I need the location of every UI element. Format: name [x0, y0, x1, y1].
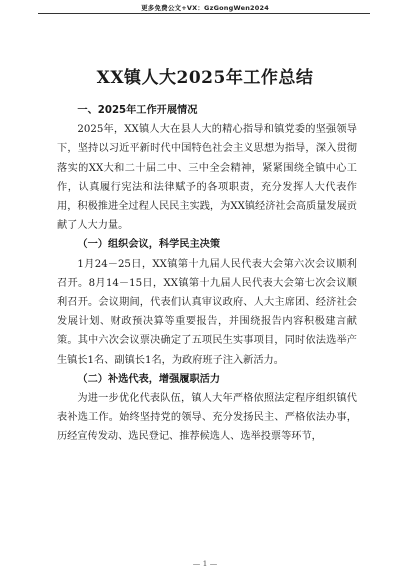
section-heading-1: 一、2025年工作开展情况	[77, 105, 198, 116]
sub-heading-1: （一）组织会议，科学民主决策	[77, 238, 221, 251]
header-banner: 更多免费公文+VX：GzGongWen2024	[141, 4, 269, 12]
sub2-paragraph: 为进一步优化代表队伍，镇人大年严格依照法定程序组织镇代表补选工作。始终坚持党的领导、充分发扬民主、严格依法办事，历经宣传发动、选民登记、推荐候选人、选举投票等环节，	[57, 393, 357, 443]
sub-heading-2: （二）补选代表，增强履职活力	[77, 372, 221, 385]
header-strip	[0, 0, 410, 14]
sub1-paragraph: 1月24－25日，XX镇第十九届人民代表大会第六次会议顺利召开。8月14－15日，XX镇第十九届人民代表大会第七次会议顺利召开。会议期间，代表们认真审议政府、人大主席团、经济社会发展计划、财政预决算等重要报告，并围绕报告内容积极建言献策。其中六次会议票决确定了五项民生实事项目，同时依法选举产生镇长1名、副镇长1名，为政府班子注入新活力。	[57, 258, 357, 366]
document-title: XX镇人大2025年工作总结	[96, 68, 314, 88]
page-number: — 1 —	[192, 559, 218, 568]
intro-paragraph: 2025年，XX镇人大在县人大的精心指导和镇党委的坚强领导下，坚持以习近平新时代中国特色社会主义思想为指导，深入贯彻落实的XX大和二十届二中、三中全会精神，紧紧围绕全镇中心工作，认真履行宪法和法律赋予的各项职责，充分发挥人大代表作用，积极推进全过程人民民主实践，为XX镇经济社会高质量发展贡献了人大力量。	[57, 124, 357, 232]
document-body	[57, 101, 357, 447]
header-rule	[38, 13, 370, 14]
